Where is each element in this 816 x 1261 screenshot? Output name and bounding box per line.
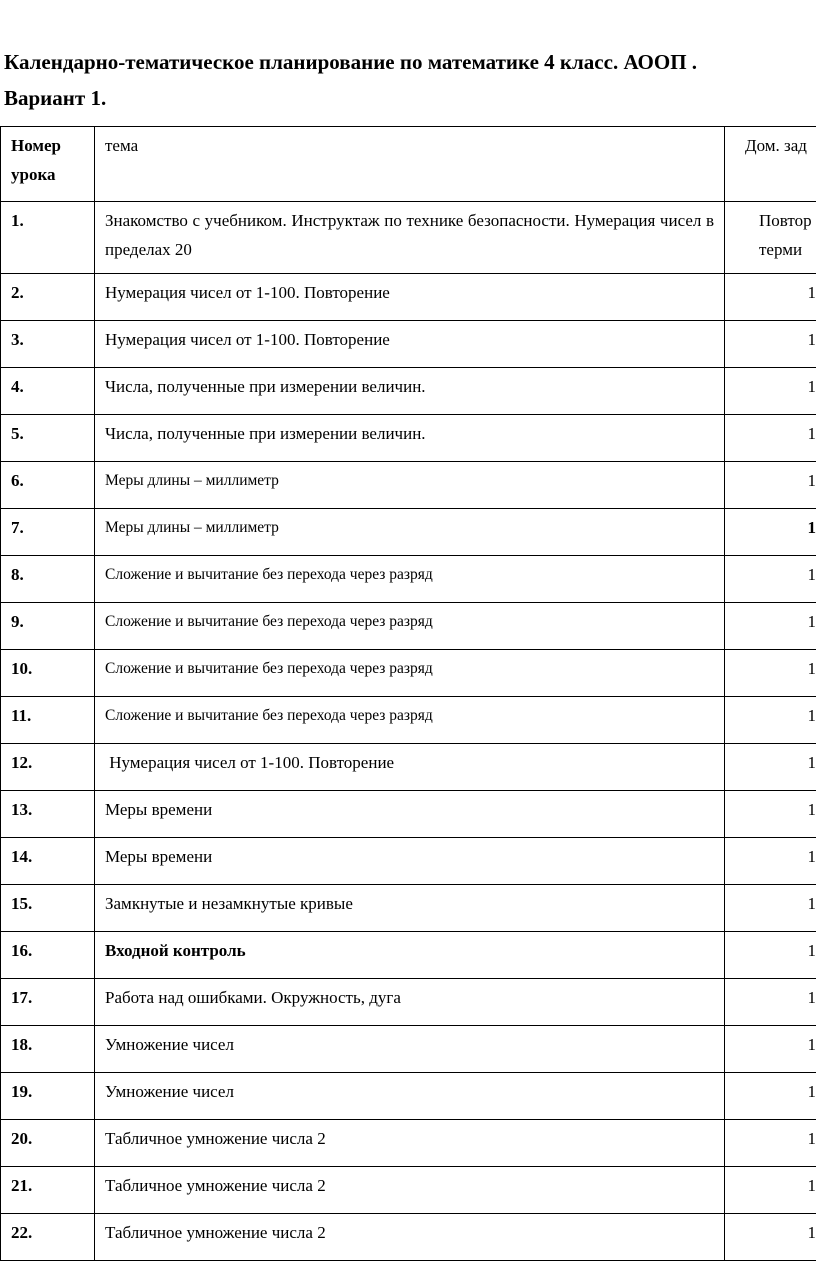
table-row xyxy=(1,697,816,744)
lesson-number: 14. xyxy=(1,838,95,885)
lesson-topic: Меры длины – миллиметр xyxy=(95,462,725,509)
lesson-topic: Табличное умножение числа 2 xyxy=(95,1120,725,1167)
lesson-number: 2. xyxy=(1,274,95,321)
lesson-topic: Сложение и вычитание без перехода через разряд xyxy=(95,603,725,650)
lesson-number: 22. xyxy=(1,1214,95,1261)
table-row xyxy=(1,885,816,932)
lesson-topic: Числа, полученные при измерении величин. xyxy=(95,368,725,415)
header-topic: тема xyxy=(95,127,725,202)
table-row xyxy=(1,791,816,838)
lesson-number: 18. xyxy=(1,1026,95,1073)
header-homework: Дом. зад xyxy=(725,127,816,202)
lesson-topic: Сложение и вычитание без перехода через разряд xyxy=(95,697,725,744)
table-row xyxy=(1,415,816,462)
header-lesson-number: Номер урока xyxy=(1,127,95,202)
lesson-homework: 1 xyxy=(725,650,816,697)
lesson-homework: 1 xyxy=(725,462,816,509)
lesson-number: 10. xyxy=(1,650,95,697)
lesson-homework: 1 xyxy=(725,556,816,603)
lesson-homework: 1 xyxy=(725,1167,816,1214)
lesson-topic: Меры времени xyxy=(95,791,725,838)
lesson-homework: 1 xyxy=(725,321,816,368)
lesson-number: 20. xyxy=(1,1120,95,1167)
lesson-homework: 1 xyxy=(725,697,816,744)
lesson-topic: Умножение чисел xyxy=(95,1073,725,1120)
lesson-homework: Повтор терми xyxy=(725,202,816,274)
table-row xyxy=(1,932,816,979)
table-row xyxy=(1,202,816,274)
lesson-plan-table xyxy=(0,126,816,1261)
table-row xyxy=(1,838,816,885)
lesson-topic: Входной контроль xyxy=(95,932,725,979)
lesson-topic: Нумерация чисел от 1-100. Повторение xyxy=(95,274,725,321)
lesson-number: 7. xyxy=(1,509,95,556)
table-row xyxy=(1,274,816,321)
table-row xyxy=(1,462,816,509)
title-line-1: Календарно-тематическое планирование по математике 4 класс. АООП . xyxy=(4,44,816,80)
lesson-topic: Табличное умножение числа 2 xyxy=(95,1167,725,1214)
lesson-number: 6. xyxy=(1,462,95,509)
lesson-number: 15. xyxy=(1,885,95,932)
lesson-homework: 1 xyxy=(725,1026,816,1073)
lesson-topic: Сложение и вычитание без перехода через разряд xyxy=(95,650,725,697)
table-row xyxy=(1,650,816,697)
lesson-number: 11. xyxy=(1,697,95,744)
table-row xyxy=(1,603,816,650)
lesson-number: 4. xyxy=(1,368,95,415)
lesson-homework: 1 xyxy=(725,838,816,885)
table-row xyxy=(1,1120,816,1167)
lesson-topic: Знакомство с учебником. Инструктаж по технике безопасности. Нумерация чисел в пределах 20 xyxy=(95,202,725,274)
lesson-number: 3. xyxy=(1,321,95,368)
lesson-topic: Работа над ошибками. Окружность, дуга xyxy=(95,979,725,1026)
lesson-homework: 1 xyxy=(725,274,816,321)
lesson-homework: 1 xyxy=(725,885,816,932)
lesson-homework: 1 xyxy=(725,744,816,791)
lesson-topic: Нумерация чисел от 1-100. Повторение xyxy=(95,744,725,791)
table-row xyxy=(1,368,816,415)
table-header-row xyxy=(1,127,816,202)
lesson-number: 8. xyxy=(1,556,95,603)
lesson-number: 12. xyxy=(1,744,95,791)
lesson-number: 19. xyxy=(1,1073,95,1120)
table-row xyxy=(1,556,816,603)
lesson-homework: 1 xyxy=(725,1120,816,1167)
lesson-homework: 1 xyxy=(725,603,816,650)
lesson-topic: Меры длины – миллиметр xyxy=(95,509,725,556)
lesson-topic: Числа, полученные при измерении величин. xyxy=(95,415,725,462)
table-row xyxy=(1,509,816,556)
lesson-number: 9. xyxy=(1,603,95,650)
page-title xyxy=(4,44,816,116)
table-row xyxy=(1,1214,816,1261)
lesson-topic: Сложение и вычитание без перехода через разряд xyxy=(95,556,725,603)
lesson-homework: 1 xyxy=(725,368,816,415)
lesson-topic: Умножение чисел xyxy=(95,1026,725,1073)
lesson-number: 13. xyxy=(1,791,95,838)
table-row xyxy=(1,321,816,368)
lesson-number: 21. xyxy=(1,1167,95,1214)
lesson-topic: Нумерация чисел от 1-100. Повторение xyxy=(95,321,725,368)
table-row xyxy=(1,979,816,1026)
title-line-2: Вариант 1. xyxy=(4,80,816,116)
lesson-number: 17. xyxy=(1,979,95,1026)
lesson-homework: 1 xyxy=(725,791,816,838)
lesson-number: 1. xyxy=(1,202,95,274)
table-row xyxy=(1,1167,816,1214)
table-row xyxy=(1,1073,816,1120)
table-row xyxy=(1,744,816,791)
lesson-homework: 1 xyxy=(725,1073,816,1120)
lesson-topic: Табличное умножение числа 2 xyxy=(95,1214,725,1261)
table-row xyxy=(1,1026,816,1073)
lesson-homework: 1 xyxy=(725,1214,816,1261)
lesson-number: 16. xyxy=(1,932,95,979)
lesson-topic: Замкнутые и незамкнутые кривые xyxy=(95,885,725,932)
lesson-homework: 1 xyxy=(725,932,816,979)
lesson-homework: 1 xyxy=(725,415,816,462)
lesson-homework: 1 xyxy=(725,979,816,1026)
lesson-number: 5. xyxy=(1,415,95,462)
lesson-topic: Меры времени xyxy=(95,838,725,885)
lesson-homework: 1 xyxy=(725,509,816,556)
